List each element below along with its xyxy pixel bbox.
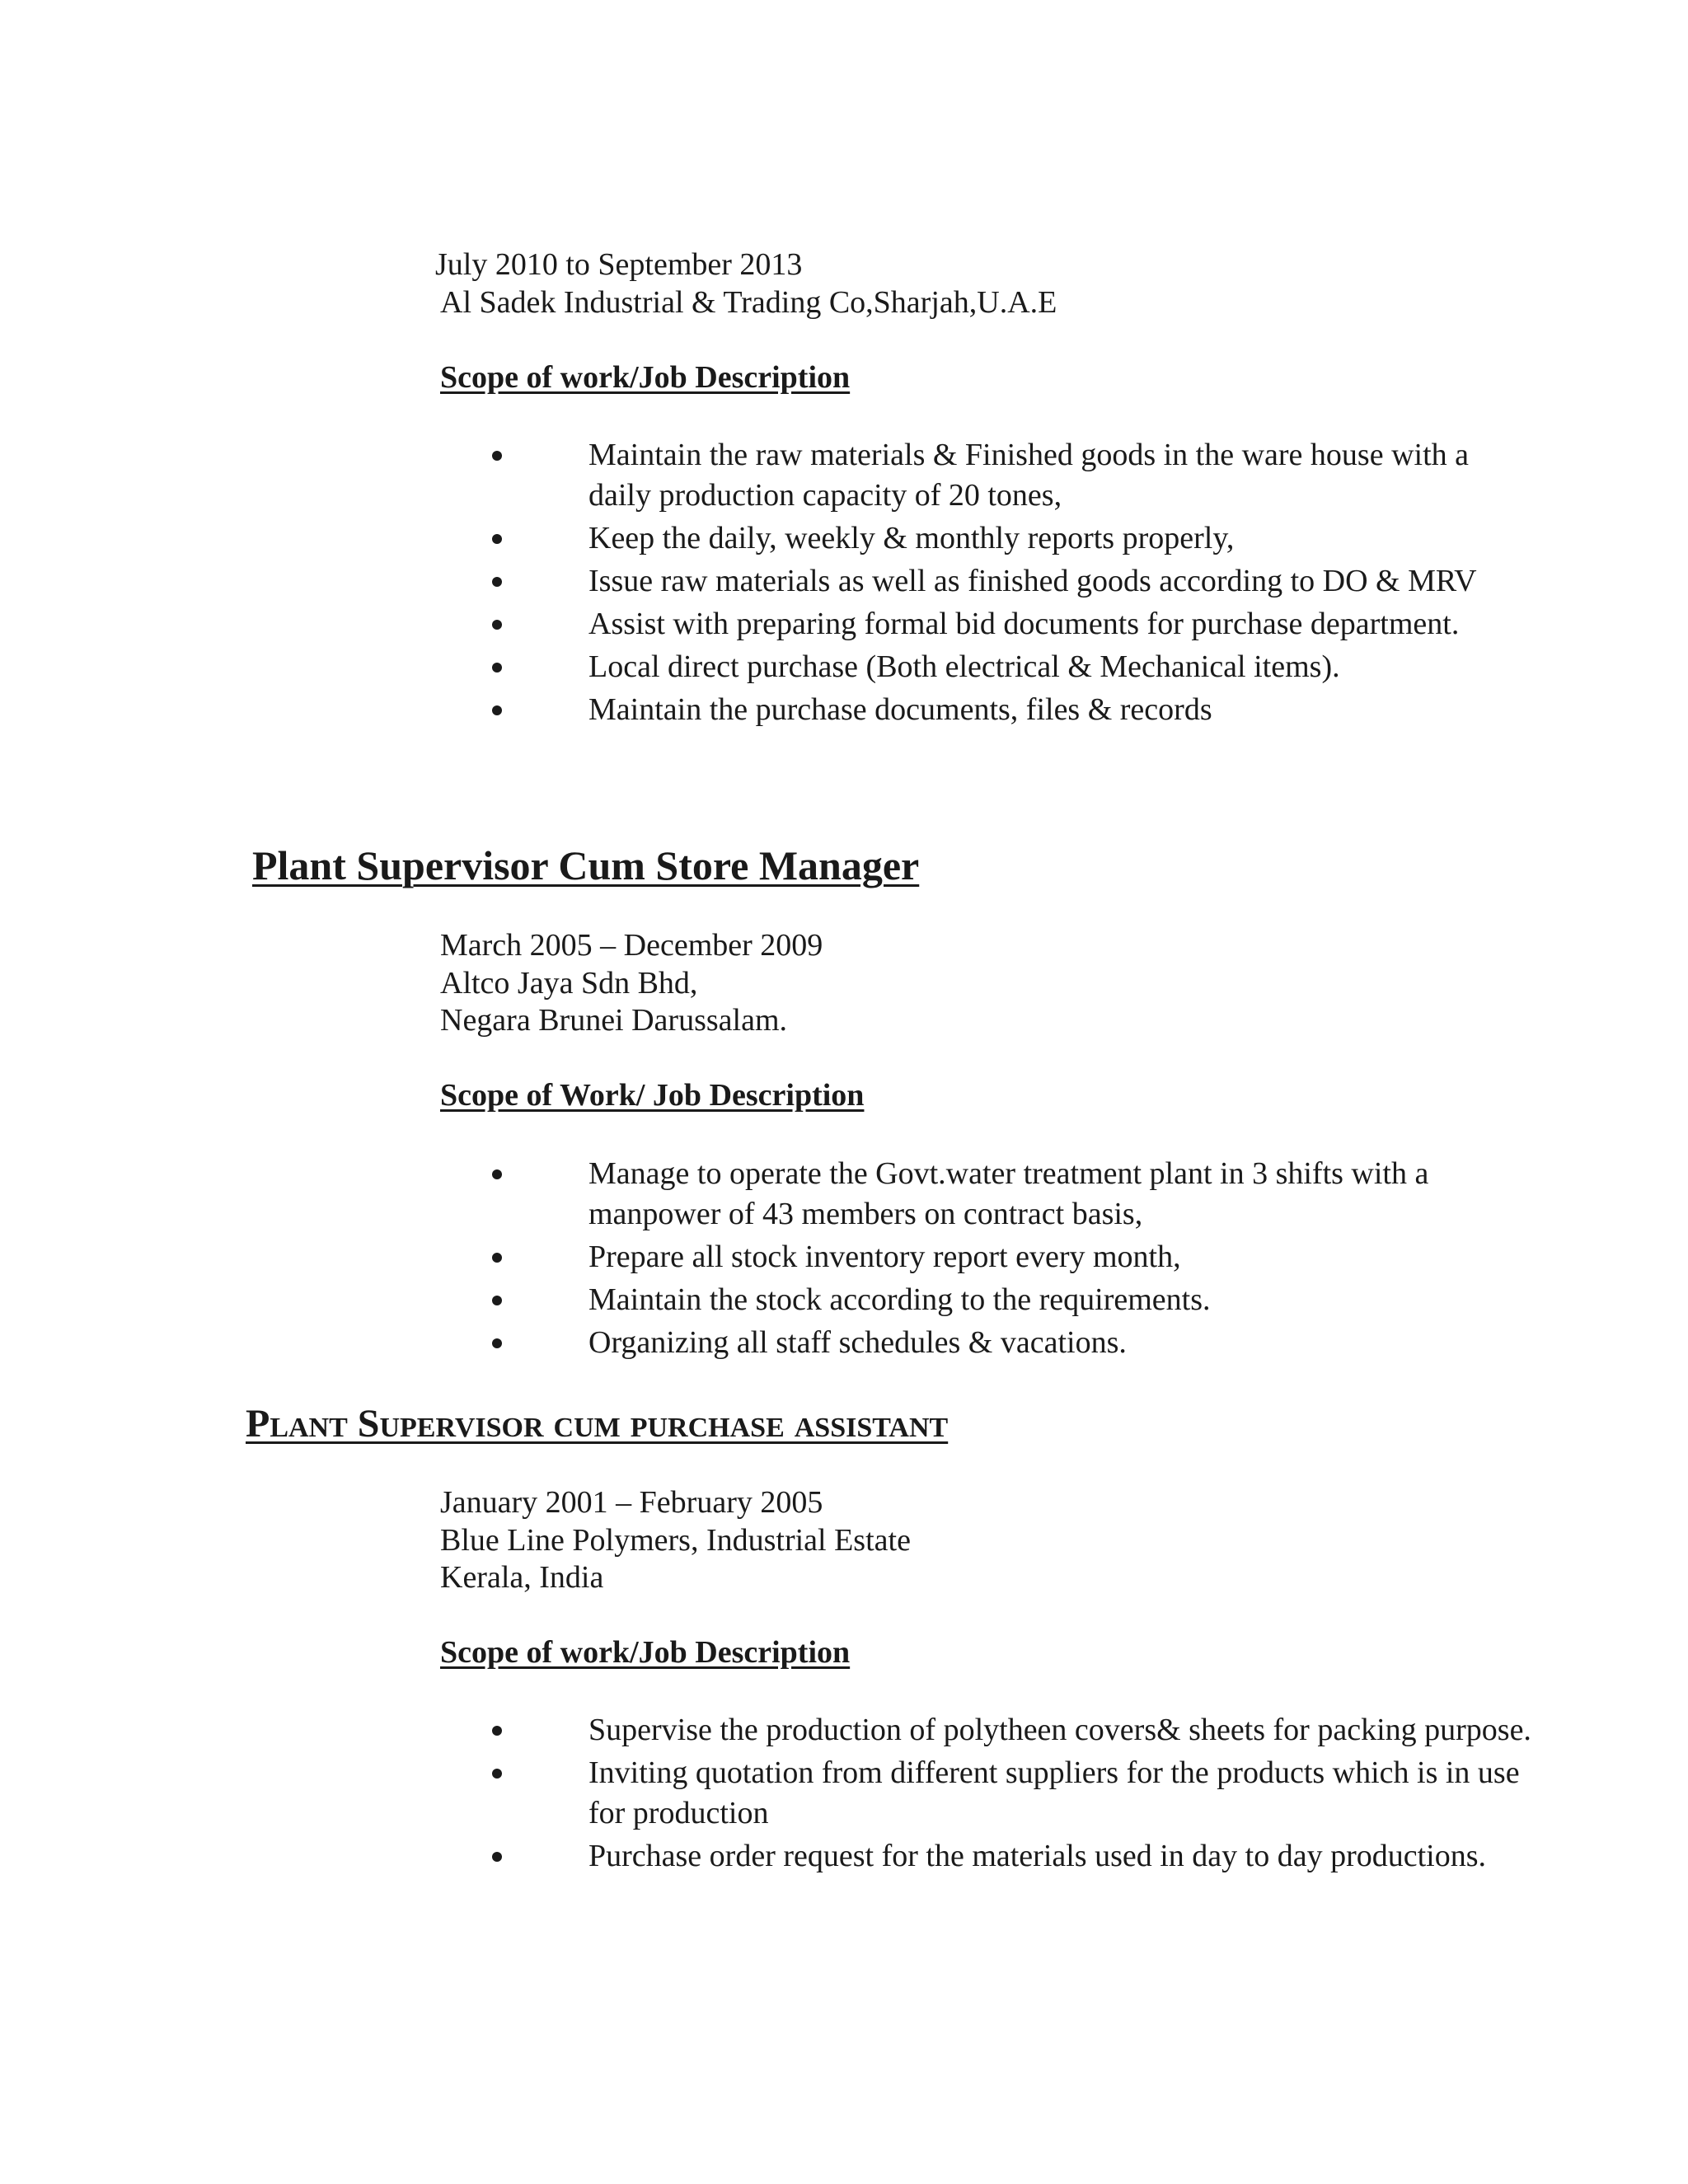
bullet-icon — [492, 620, 502, 630]
scope-heading-2: Scope of Work/ Job Description — [440, 1078, 865, 1113]
bullet-icon — [492, 534, 502, 544]
list-item: Purchase order request for the materials used in day to day productions. — [490, 1836, 1536, 1877]
job-duties-list-1 — [490, 435, 1536, 733]
list-item: Organizing all staff schedules & vacations. — [490, 1323, 1536, 1363]
job-dates-2: March 2005 – December 2009 — [440, 928, 823, 963]
job-duties-list-3 — [490, 1710, 1536, 1879]
job-dates-3: January 2001 – February 2005 — [440, 1485, 823, 1520]
bullet-icon — [492, 1852, 502, 1862]
scope-heading-3: Scope of work/Job Description — [440, 1635, 851, 1670]
job-company-1: Al Sadek Industrial & Trading Co,Sharjah,U.A.E — [440, 285, 1057, 320]
bullet-icon — [492, 1169, 502, 1179]
list-item: Assist with preparing formal bid documents for purchase department. — [490, 604, 1536, 644]
bullet-icon — [492, 451, 502, 461]
bullet-icon — [492, 663, 502, 673]
list-item: Issue raw materials as well as finished goods according to DO & MRV — [490, 561, 1536, 602]
list-item: Maintain the stock according to the requirements. — [490, 1280, 1536, 1320]
job-title-3: Plant Supervisor cum purchase assistant — [246, 1402, 949, 1446]
list-item: Inviting quotation from different suppliers for the products which is in use for production — [490, 1753, 1536, 1834]
job-duties-list-2 — [490, 1154, 1536, 1366]
bullet-icon — [492, 1726, 502, 1736]
list-item: Supervise the production of polytheen covers& sheets for packing purpose. — [490, 1710, 1536, 1750]
list-item: Prepare all stock inventory report every month, — [490, 1237, 1536, 1277]
list-item: Maintain the purchase documents, files & records — [490, 690, 1536, 730]
list-item: Manage to operate the Govt.water treatment plant in 3 shifts with a manpower of 43 members on contract basis, — [490, 1154, 1536, 1235]
bullet-icon — [492, 1338, 502, 1348]
bullet-icon — [492, 705, 502, 715]
list-item: Local direct purchase (Both electrical & Mechanical items). — [490, 647, 1536, 687]
job-location-2: Negara Brunei Darussalam. — [440, 1003, 788, 1038]
job-company-2: Altco Jaya Sdn Bhd, — [440, 966, 698, 1001]
bullet-icon — [492, 1296, 502, 1305]
job-title-2: Plant Supervisor Cum Store Manager — [252, 842, 920, 888]
scope-heading-1: Scope of work/Job Description — [440, 360, 851, 395]
list-item: Maintain the raw materials & Finished goods in the ware house with a daily production capacity of 20 tones, — [490, 435, 1536, 516]
list-item: Keep the daily, weekly & monthly reports properly, — [490, 518, 1536, 559]
job-company-3: Blue Line Polymers, Industrial Estate — [440, 1523, 911, 1558]
bullet-icon — [492, 1253, 502, 1263]
bullet-icon — [492, 1769, 502, 1779]
job-dates-1: July 2010 to September 2013 — [435, 247, 803, 282]
job-location-3: Kerala, India — [440, 1560, 604, 1595]
bullet-icon — [492, 577, 502, 587]
